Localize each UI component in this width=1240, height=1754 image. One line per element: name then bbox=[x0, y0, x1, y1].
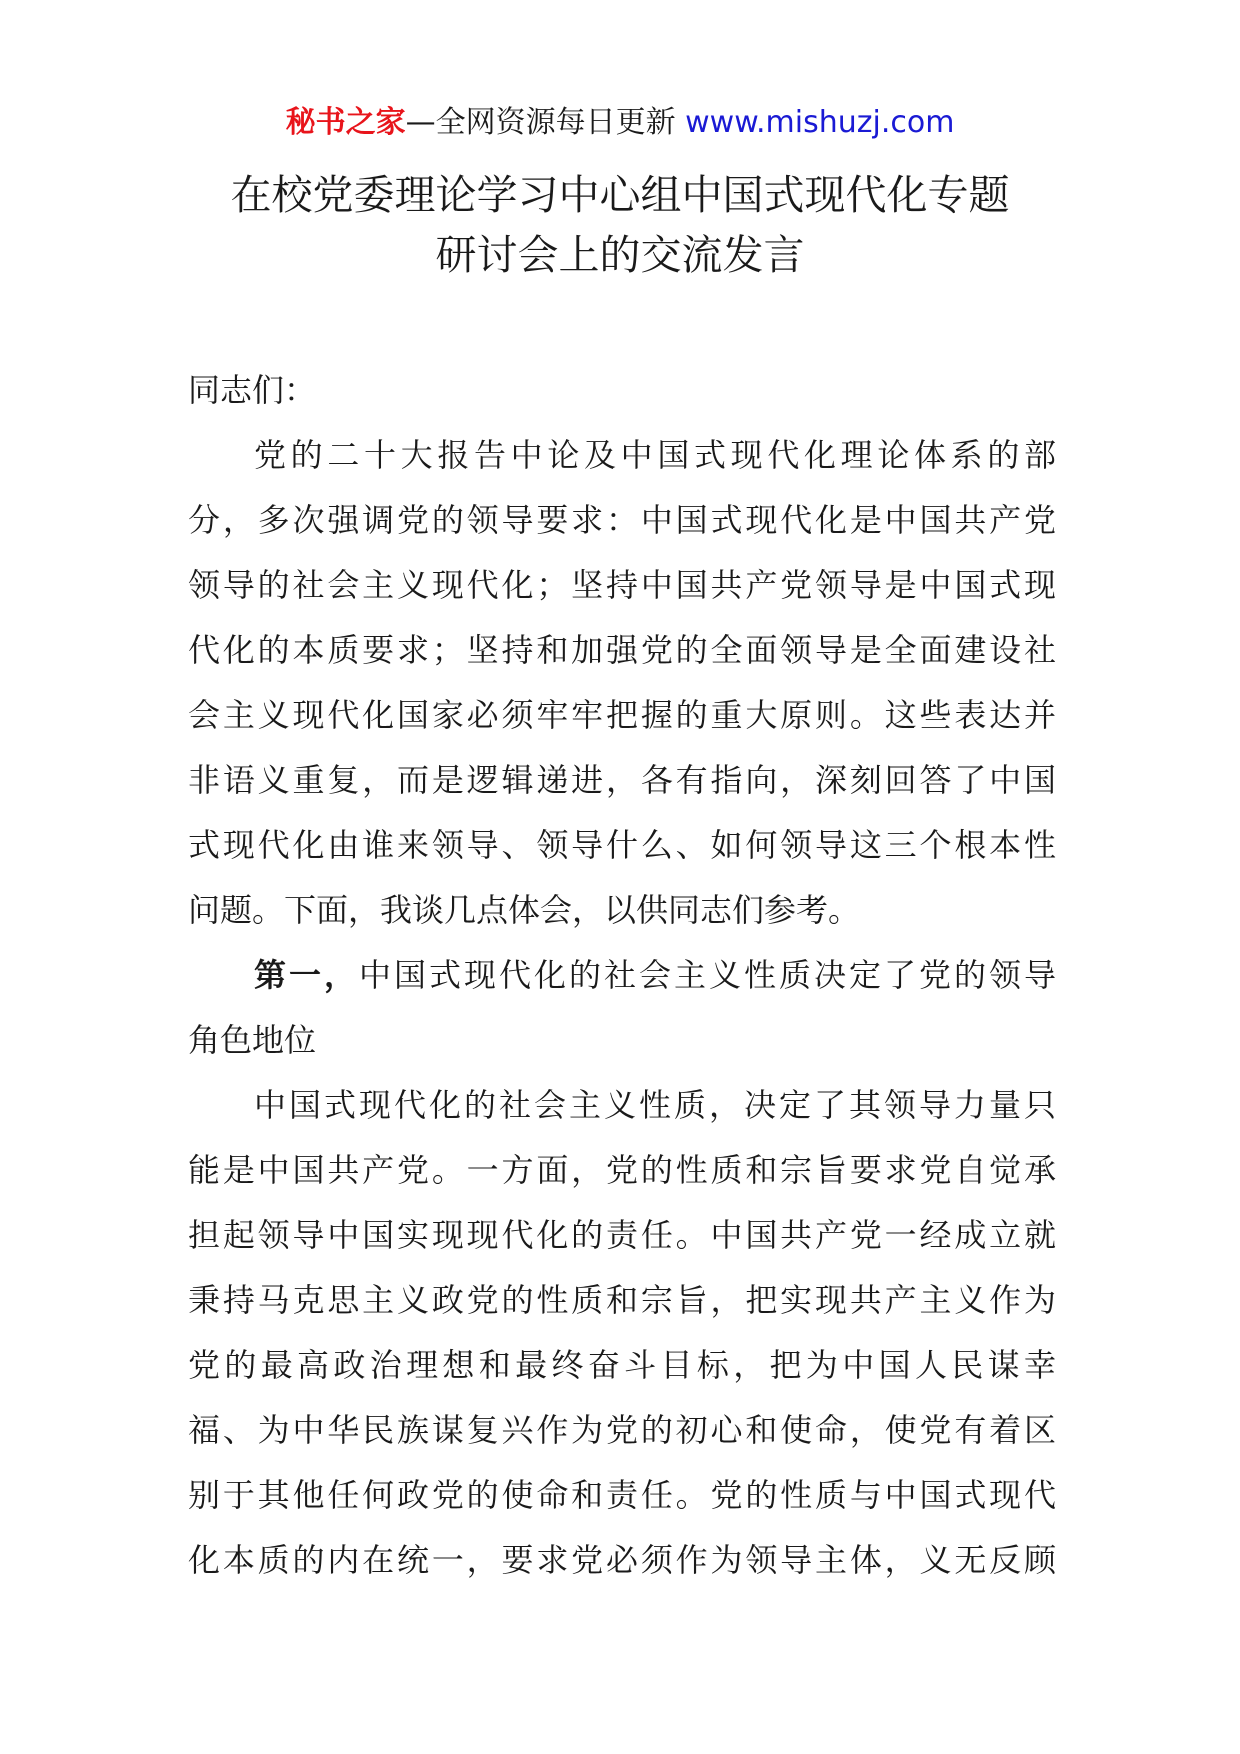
section-heading-line bbox=[188, 943, 1056, 1008]
paragraph-line: 能是中国共产党。一方面，党的性质和宗旨要求党自觉承 bbox=[188, 1151, 1056, 1189]
paragraph-line: 秉持马克思主义政党的性质和宗旨，把实现共产主义作为 bbox=[188, 1281, 1056, 1319]
title-line-2: 研讨会上的交流发言 bbox=[435, 231, 805, 279]
header-tagline: —全网资源每日更新 bbox=[405, 105, 676, 140]
paragraph-line: 党的二十大报告中论及中国式现代化理论体系的部 bbox=[254, 436, 1056, 474]
paragraph-line: 代化的本质要求；坚持和加强党的全面领导是全面建设社 bbox=[188, 631, 1056, 669]
section-heading-line: 角色地位 bbox=[188, 1021, 317, 1059]
paragraph-line: 非语义重复，而是逻辑递进，各有指向，深刻回答了中国 bbox=[188, 761, 1056, 799]
paragraph-line: 式现代化由谁来领导、领导什么、如何领导这三个根本性 bbox=[188, 826, 1056, 864]
paragraph-line: 担起领导中国实现现代化的责任。中国共产党一经成立就 bbox=[188, 1216, 1056, 1254]
paragraph-line: 党的最高政治理想和最终奋斗目标，把为中国人民谋幸 bbox=[188, 1346, 1056, 1384]
paragraph-line: 会主义现代化国家必须牢牢把握的重大原则。这些表达并 bbox=[188, 696, 1056, 734]
salutation: 同志们： bbox=[188, 371, 317, 409]
site-url-link[interactable]: www.mishuzj.com bbox=[685, 105, 955, 140]
paragraph-line: 领导的社会主义现代化；坚持中国共产党领导是中国式现 bbox=[188, 566, 1056, 604]
section-heading-text: 中国式现代化的社会主义性质决定了党的领导 bbox=[359, 956, 1056, 994]
document-body bbox=[188, 358, 1056, 1593]
paragraph-line: 分，多次强调党的领导要求：中国式现代化是中国共产党 bbox=[188, 501, 1056, 539]
paragraph-line: 化本质的内在统一，要求党必须作为领导主体，义无反顾 bbox=[188, 1541, 1056, 1579]
paragraph-line: 问题。下面，我谈几点体会，以供同志们参考。 bbox=[188, 891, 861, 929]
paragraph-line: 中国式现代化的社会主义性质，决定了其领导力量只 bbox=[254, 1086, 1056, 1124]
document-title bbox=[0, 165, 1240, 285]
paragraph-line: 别于其他任何政党的使命和责任。党的性质与中国式现代 bbox=[188, 1476, 1056, 1514]
brand-name: 秘书之家 bbox=[285, 105, 406, 140]
title-line-1: 在校党委理论学习中心组中国式现代化专题 bbox=[230, 171, 1010, 219]
section-heading-lead: 第一， bbox=[254, 956, 359, 994]
paragraph-line: 福、为中华民族谋复兴作为党的初心和使命，使党有着区 bbox=[188, 1411, 1056, 1449]
header-banner bbox=[0, 100, 1240, 146]
